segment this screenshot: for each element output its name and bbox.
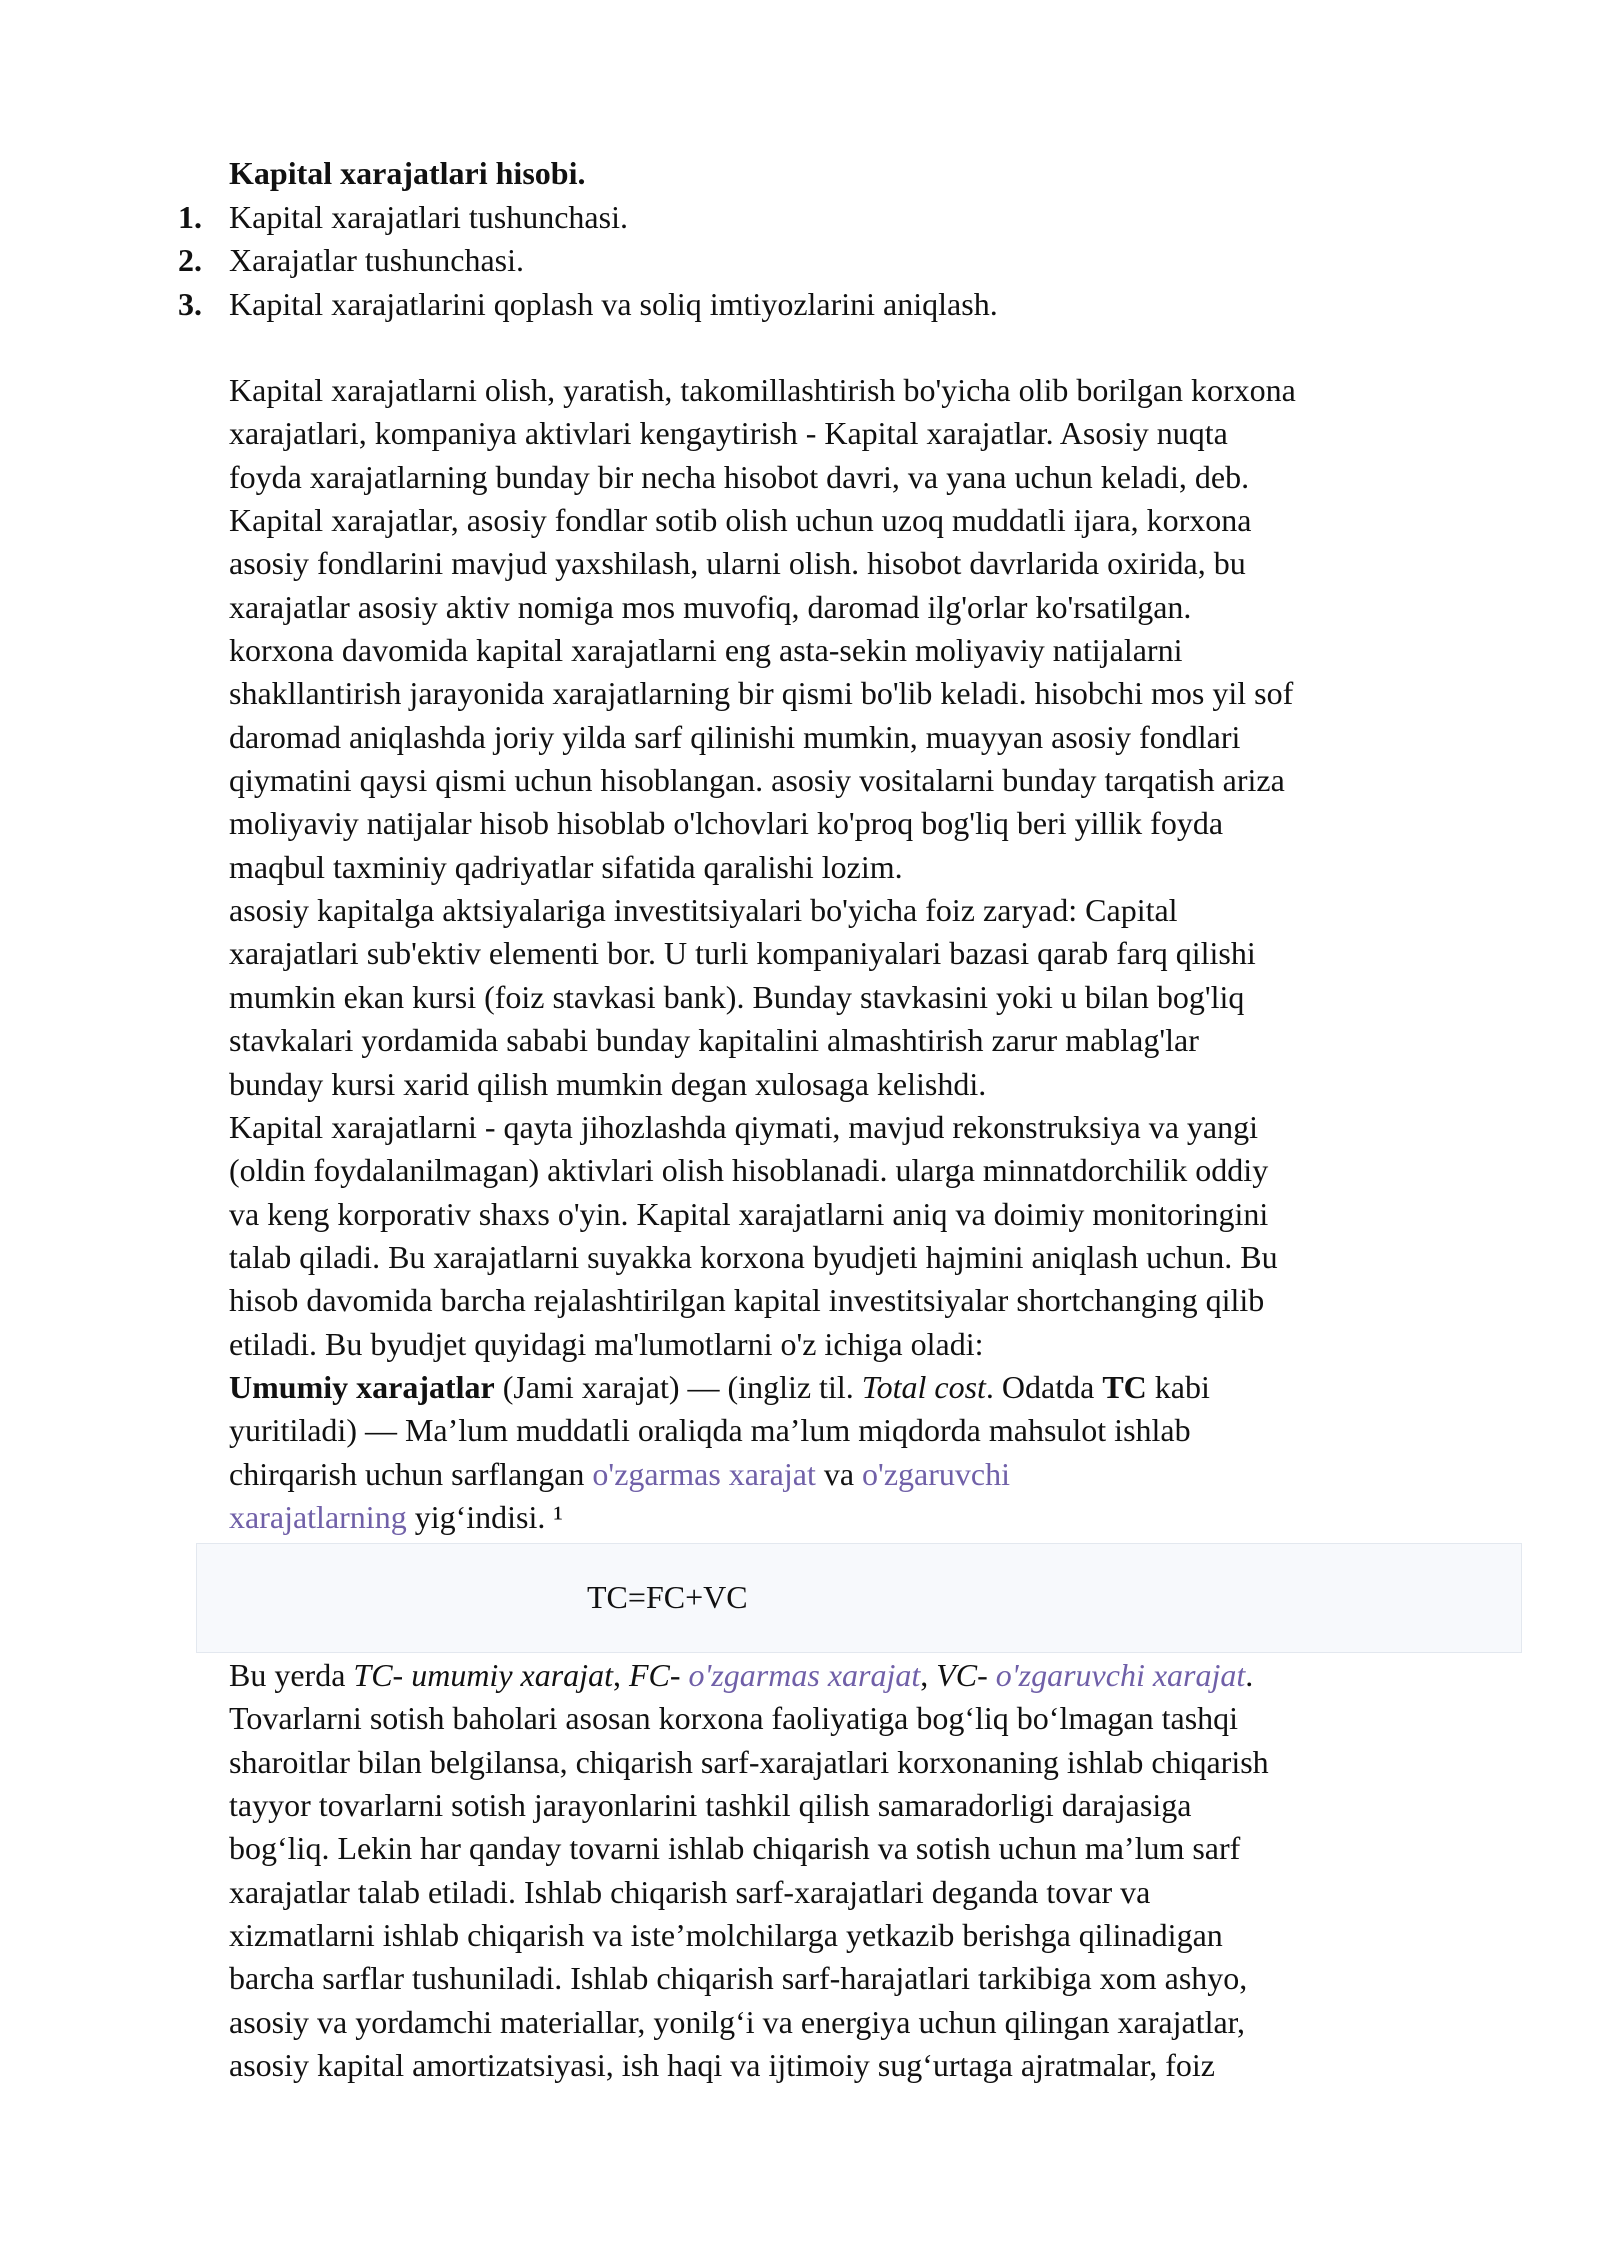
separator: , bbox=[612, 1657, 629, 1693]
explanation-text: Bu yerda bbox=[229, 1657, 354, 1693]
topic-item bbox=[0, 239, 1600, 282]
definition-line bbox=[229, 1496, 1529, 1539]
fixed-cost-link[interactable]: o'zgarmas xarajat bbox=[592, 1455, 816, 1492]
body-line: mumkin ekan kursi (foiz stavkasi bank). Bunday stavkasini yoki u bilan bog'liq bbox=[229, 978, 1245, 1015]
body-line: sharoitlar bilan belgilansa, chiqarish sarf-xarajatlari korxonaning ishlab chiqarish bbox=[229, 1743, 1269, 1780]
body-line: bog‘liq. Lekin har qanday tovarni ishlab chiqarish va sotish uchun ma’lum sarf bbox=[229, 1830, 1241, 1867]
definition-text: chirqarish uchun sarflangan bbox=[229, 1455, 593, 1492]
topic-item bbox=[0, 283, 1600, 326]
body-line: asosiy kapitalga aktsiyalariga investitsiyalari bo'yicha foiz zaryad: Capital bbox=[229, 892, 1178, 929]
explanation-line bbox=[229, 1654, 1529, 1697]
separator: , bbox=[920, 1657, 937, 1693]
body-line: qiymatini qaysi qismi uchun hisoblangan. asosiy vositalarni bunday tarqatish ariza bbox=[229, 762, 1285, 799]
body-line: etiladi. Bu byudjet quyidagi ma'lumotlarni o'z ichiga oladi: bbox=[229, 1325, 984, 1362]
body-line: tayyor tovarlarni sotish jarayonlarini tashkil qilish samaradorligi darajasiga bbox=[229, 1787, 1192, 1824]
definition-term: Umumiy xarajatlar bbox=[229, 1368, 495, 1405]
definition-line bbox=[229, 1366, 1529, 1409]
body-line: daromad aniqlashda joriy yilda sarf qilinishi mumkin, muayyan asosiy fondlari bbox=[229, 718, 1241, 755]
body-text bbox=[229, 369, 1529, 1539]
definition-text: . Odatda bbox=[985, 1368, 1103, 1405]
variable-cost-link[interactable]: o'zgaruvchi bbox=[862, 1455, 1010, 1492]
lower-body-text bbox=[229, 1654, 1529, 2087]
body-line: asosiy fondlarini mavjud yaxshilash, ularni olish. hisobot davrlarida oxirida, bu bbox=[229, 545, 1246, 582]
body-line: xarajatlar talab etiladi. Ishlab chiqarish sarf-xarajatlari deganda tovar va bbox=[229, 1873, 1151, 1910]
body-line: (oldin foydalanilmagan) aktivlari olish hisoblanadi. ularga minnatdorchilik oddiy bbox=[229, 1152, 1269, 1189]
definition-text: kabi bbox=[1146, 1368, 1210, 1405]
vc-label: VC- bbox=[936, 1657, 996, 1693]
body-line: asosiy kapital amortizatsiyasi, ish haqi va ijtimoiy sug‘urtaga ajratmalar, foiz bbox=[229, 2047, 1215, 2084]
topic-number: 2. bbox=[178, 242, 202, 279]
fixed-cost-link[interactable]: o'zgarmas xarajat bbox=[688, 1657, 921, 1693]
body-line: Kapital xarajatlarni olish, yaratish, takomillashtirish bo'yicha olib borilgan korxona bbox=[229, 372, 1296, 408]
body-line: asosiy va yordamchi materiallar, yonilg‘i va energiya uchun qilingan xarajatlar, bbox=[229, 2003, 1246, 2040]
body-line: xarajatlari sub'ektiv elementi bor. U turli kompaniyalari bazasi qarab farq qilishi bbox=[229, 935, 1256, 972]
topic-text: Kapital xarajatlarini qoplash va soliq imtiyozlarini aniqlash. bbox=[229, 285, 998, 322]
body-line: bunday kursi xarid qilish mumkin degan xulosaga kelishdi. bbox=[229, 1065, 987, 1102]
body-line: moliyaviy natijalar hisob hisoblab o'lchovlari ko'proq bog'liq beri yillik foyda bbox=[229, 805, 1224, 842]
body-line: Kapital xarajatlar, asosiy fondlar sotib olish uchun uzoq muddatli ijara, korxona bbox=[229, 502, 1252, 539]
topic-text: Kapital xarajatlari tushunchasi. bbox=[229, 199, 628, 235]
definition-text: (Jami xarajat) — (ingliz til. bbox=[494, 1368, 862, 1405]
body-line: barcha sarflar tushuniladi. Ishlab chiqarish sarf-harajatlari tarkibiga xom ashyo, bbox=[229, 1960, 1248, 1997]
body-line: Kapital xarajatlarni - qayta jihozlashda qiymati, mavjud rekonstruksiya va yangi bbox=[229, 1108, 1259, 1145]
body-line: xarajatlari, kompaniya aktivlari kengaytirish - Kapital xarajatlar. Asosiy nuqta bbox=[229, 415, 1228, 452]
formula: TC=FC+VC bbox=[587, 1579, 748, 1615]
body-line: xizmatlarni ishlab chiqarish va iste’molchilarga yetkazib berishga qilinadigan bbox=[229, 1917, 1223, 1954]
topic-number: 3. bbox=[178, 285, 202, 322]
definition-text: yig‘indisi. ¹ bbox=[406, 1498, 563, 1535]
formula-box bbox=[196, 1543, 1522, 1653]
tc-definition: TC- umumiy xarajat bbox=[353, 1657, 613, 1693]
topic-text: Xarajatlar tushunchasi. bbox=[229, 242, 524, 279]
body-line: xarajatlar asosiy aktiv nomiga mos muvofiq, daromad ilg'orlar ko'rsatilgan. bbox=[229, 588, 1192, 625]
variable-cost-link[interactable]: xarajatlarning bbox=[229, 1498, 407, 1535]
body-line: talab qiladi. Bu xarajatlarni suyakka korxona byudjeti hajmini aniqlash uchun. Bu bbox=[229, 1238, 1278, 1275]
body-line: Tovarlarni sotish baholari asosan korxona faoliyatiga bog‘liq bo‘lmagan tashqi bbox=[229, 1700, 1239, 1737]
period: . bbox=[1245, 1657, 1254, 1693]
fc-label: FC- bbox=[628, 1657, 689, 1693]
document-heading: Kapital xarajatlari hisobi. bbox=[229, 155, 586, 191]
body-line: shakllantirish jarayonida xarajatlarning bir qismi bo'lib keladi. hisobchi mos yil sof bbox=[229, 675, 1294, 712]
topic-item bbox=[0, 196, 1600, 239]
body-line: foyda xarajatlarning bunday bir necha hisobot davri, va yana uchun keladi, deb. bbox=[229, 458, 1250, 495]
definition-line bbox=[229, 1453, 1529, 1496]
variable-cost-link[interactable]: o'zgaruvchi xarajat bbox=[995, 1657, 1246, 1693]
topic-list bbox=[0, 196, 1600, 326]
definition-line: yuritiladi) — Ma’lum muddatli oraliqda ma’lum miqdorda mahsulot ishlab bbox=[229, 1412, 1191, 1449]
body-line: stavkalari yordamida sababi bunday kapitalini almashtirish zarur mablag'lar bbox=[229, 1022, 1199, 1059]
body-line: korxona davomida kapital xarajatlarni eng asta-sekin moliyaviy natijalarni bbox=[229, 632, 1183, 669]
definition-text: va bbox=[815, 1455, 863, 1492]
english-term: Total cost bbox=[861, 1368, 986, 1405]
body-line: hisob davomida barcha rejalashtirilgan kapital investitsiyalar shortchanging qilib bbox=[229, 1282, 1265, 1319]
body-line: maqbul taxminiy qadriyatlar sifatida qaralishi lozim. bbox=[229, 848, 903, 885]
body-line: va keng korporativ shaxs o'yin. Kapital xarajatlarni aniq va doimiy monitoringini bbox=[229, 1195, 1269, 1232]
abbreviation: TC bbox=[1102, 1368, 1147, 1405]
topic-number: 1. bbox=[178, 199, 202, 235]
